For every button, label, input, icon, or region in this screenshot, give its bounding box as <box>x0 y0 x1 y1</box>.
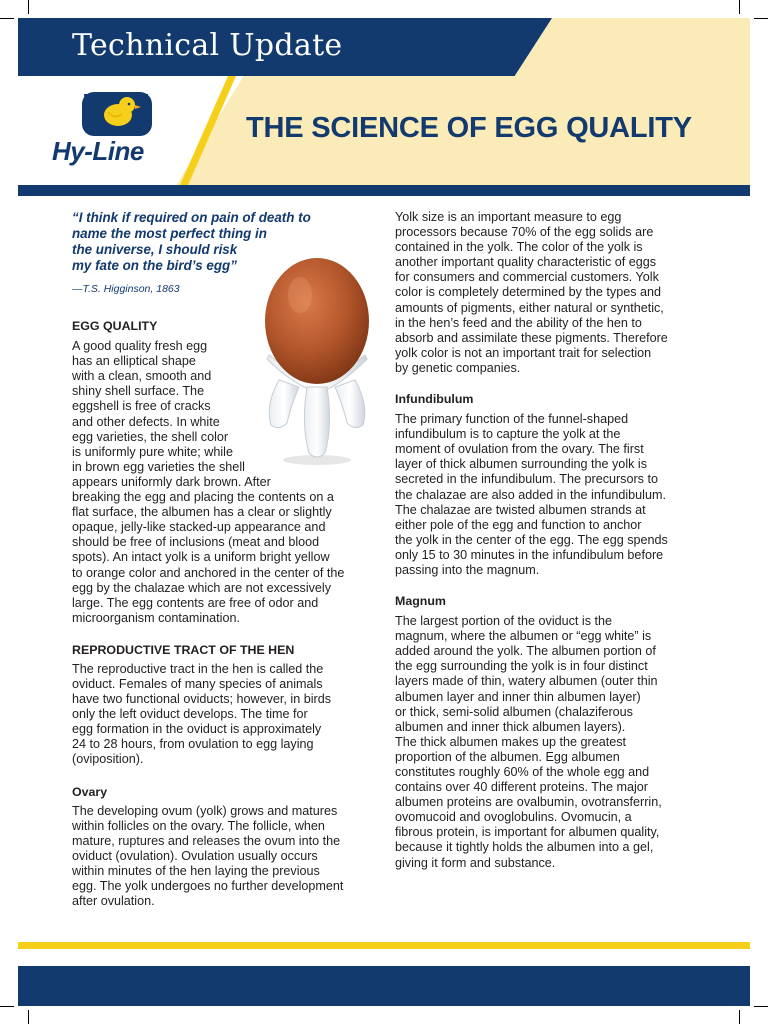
crop-mark <box>28 1010 29 1024</box>
text-line: only the left oviduct develops. The time for <box>72 707 308 722</box>
text-line: microorganism contamination. <box>72 610 240 625</box>
quote-line: my fate on the bird’s egg” <box>72 258 237 273</box>
section-heading-ovary: Ovary <box>72 784 108 799</box>
text-line: egg varieties, the shell color <box>72 429 229 444</box>
text-line: magnum, where the albumen or “egg white” is <box>395 629 652 644</box>
crop-mark <box>0 1006 14 1007</box>
left-column <box>72 210 376 909</box>
text-line: albumen and inner thick albumen layers). <box>395 719 626 734</box>
text-line: The thick albumen makes up the greatest <box>395 734 627 749</box>
pull-quote <box>72 210 376 274</box>
footer-accent-rule <box>18 942 750 949</box>
text-line: The largest portion of the oviduct is the <box>395 614 613 629</box>
crop-mark <box>739 1010 740 1024</box>
page-title: THE SCIENCE OF EGG QUALITY <box>246 112 692 144</box>
quote-line: “I think if required on pain of death to <box>72 210 311 225</box>
crop-mark <box>739 0 740 14</box>
text-line: shiny shell surface. The <box>72 384 205 399</box>
text-line: added around the yolk. The albumen portion of <box>395 644 656 659</box>
text-line: after ovulation. <box>72 894 155 909</box>
text-line: contains over 40 different proteins. The major <box>395 780 648 795</box>
text-line: another important quality characteristic of eggs <box>395 255 657 270</box>
accent-stripe <box>180 76 240 185</box>
yolk-text <box>395 210 707 376</box>
text-line: layers made of thin, watery albumen (outer thin <box>395 674 658 689</box>
text-line: by genetic companies. <box>395 360 521 375</box>
text-line: with a clean, smooth and <box>72 369 212 384</box>
crop-mark <box>0 18 14 19</box>
text-line: The primary function of the funnel-shaped <box>395 412 629 427</box>
text-line: yolk color is not an important trait for selection <box>395 345 652 360</box>
section-heading-infundibulum: Infundibulum <box>395 392 474 407</box>
text-line: giving it form and substance. <box>395 855 556 870</box>
text-line: A good quality fresh egg <box>72 339 208 354</box>
text-line: proportion of the albumen. Egg albumen <box>395 749 620 764</box>
text-line: absorb and assimilate these pigments. Therefore <box>395 330 668 345</box>
text-line: processors because 70% of the egg solids are <box>395 225 654 240</box>
section-heading-egg-quality: EGG QUALITY <box>72 319 158 334</box>
text-line: breaking the egg and placing the contents on a <box>72 490 334 505</box>
crop-mark <box>754 18 768 19</box>
text-line: flat surface, the albumen has a clear or slightly <box>72 505 332 520</box>
text-line: the yolk in the center of the egg. The egg spends <box>395 532 668 547</box>
quote-attribution: —T.S. Higginson, 1863 <box>72 283 180 295</box>
text-line: in the hen’s feed and the ability of the hen to <box>395 315 642 330</box>
text-line: passing into the magnum. <box>395 562 540 577</box>
banner-title: Technical Update <box>72 28 343 63</box>
text-line: large. The egg contents are free of odor and <box>72 595 319 610</box>
text-line: Yolk size is an important measure to egg <box>395 210 622 224</box>
text-line: only 15 to 30 minutes in the infundibulum before <box>395 547 664 562</box>
text-line: mature, ruptures and releases the ovum into the <box>72 833 341 848</box>
text-line: oviduct. Females of many species of animals <box>72 676 323 691</box>
crop-mark <box>28 0 29 14</box>
text-line: secreted in the infundibulum. The precursors to <box>395 472 658 487</box>
text-line: spots). An intact yolk is a uniform bright yellow <box>72 550 330 565</box>
text-line: the egg surrounding the yolk is in four distinct <box>395 659 648 674</box>
text-line: moment of ovulation from the ovary. The first <box>395 442 644 457</box>
footer-band <box>18 966 750 1006</box>
text-line: because it tightly holds the albumen into a gel, <box>395 840 654 855</box>
header-rule <box>18 185 750 196</box>
text-line: should be free of inclusions (meat and blood <box>72 535 320 550</box>
text-line: layer of thick albumen surrounding the yolk is <box>395 457 648 472</box>
text-line: to orange color and anchored in the center of the <box>72 565 345 580</box>
magnum-text <box>395 614 707 871</box>
text-line: the chalazae are also added in the infundibulum. <box>395 487 666 502</box>
quote-line: the universe, I should risk <box>72 242 238 257</box>
text-line: egg. The yolk undergoes no further development <box>72 879 344 893</box>
text-line: opaque, jelly-like stacked-up appearance and <box>72 520 326 535</box>
text-line: within follicles on the ovary. The follicle, when <box>72 818 325 833</box>
text-line: within minutes of the hen laying the previous <box>72 863 320 878</box>
text-line: appears uniformly dark brown. After <box>72 474 271 489</box>
text-line: egg by the chalazae which are not excessively <box>72 580 332 595</box>
text-line: color is completely determined by the types and <box>395 285 662 300</box>
infundibulum-text <box>395 412 707 578</box>
text-line: either pole of the egg and function to anchor <box>395 517 642 532</box>
ovary-text <box>72 804 376 910</box>
text-line: ovomucoid and ovoglobulins. Ovomucin, a <box>395 810 632 825</box>
text-line: 24 to 28 hours, from ovulation to egg laying <box>72 737 314 752</box>
text-line: is uniformly pure white; while <box>72 444 233 459</box>
text-line: oviduct (ovulation). Ovulation usually occurs <box>72 848 318 863</box>
text-line: The chalazae are twisted albumen strands at <box>395 502 646 517</box>
section-heading-magnum: Magnum <box>395 594 446 609</box>
text-line: in brown egg varieties the shell <box>72 459 245 474</box>
text-line: for consumers and commercial customers. Yolk <box>395 270 659 285</box>
text-line: (oviposition). <box>72 752 144 767</box>
text-line: albumen proteins are ovalbumin, ovotransferrin, <box>395 795 662 810</box>
text-line: egg formation in the oviduct is approximately <box>72 722 322 737</box>
reproductive-tract-text <box>72 662 376 768</box>
text-line: has an elliptical shape <box>72 354 196 369</box>
quote-line: name the most perfect thing in <box>72 226 267 241</box>
text-line: infundibulum is to capture the yolk at the <box>395 427 621 442</box>
egg-quality-text <box>72 339 376 626</box>
text-line: albumen layer and inner thin albumen layer) <box>395 689 641 704</box>
text-line: contained in the yolk. The color of the yolk is <box>395 240 643 255</box>
logo-wordmark: Hy-Line <box>52 136 144 166</box>
right-column <box>395 210 707 871</box>
text-line: constitutes roughly 60% of the whole egg and <box>395 765 650 779</box>
section-heading-reproductive-tract: REPRODUCTIVE TRACT OF THE HEN <box>72 642 295 657</box>
text-line: and other defects. In white <box>72 414 220 429</box>
text-line: The reproductive tract in the hen is called the <box>72 661 324 676</box>
text-line: have two functional oviducts; however, in birds <box>72 692 332 707</box>
text-line: amounts of pigments, either natural or synthetic, <box>395 300 664 315</box>
text-line: fibrous protein, is important for albumen quality, <box>395 825 660 840</box>
crop-mark <box>754 1006 768 1007</box>
text-line: eggshell is free of cracks <box>72 399 211 414</box>
text-line: The developing ovum (yolk) grows and matures <box>72 803 338 818</box>
text-line: or thick, semi-solid albumen (chalaziferous <box>395 704 633 719</box>
